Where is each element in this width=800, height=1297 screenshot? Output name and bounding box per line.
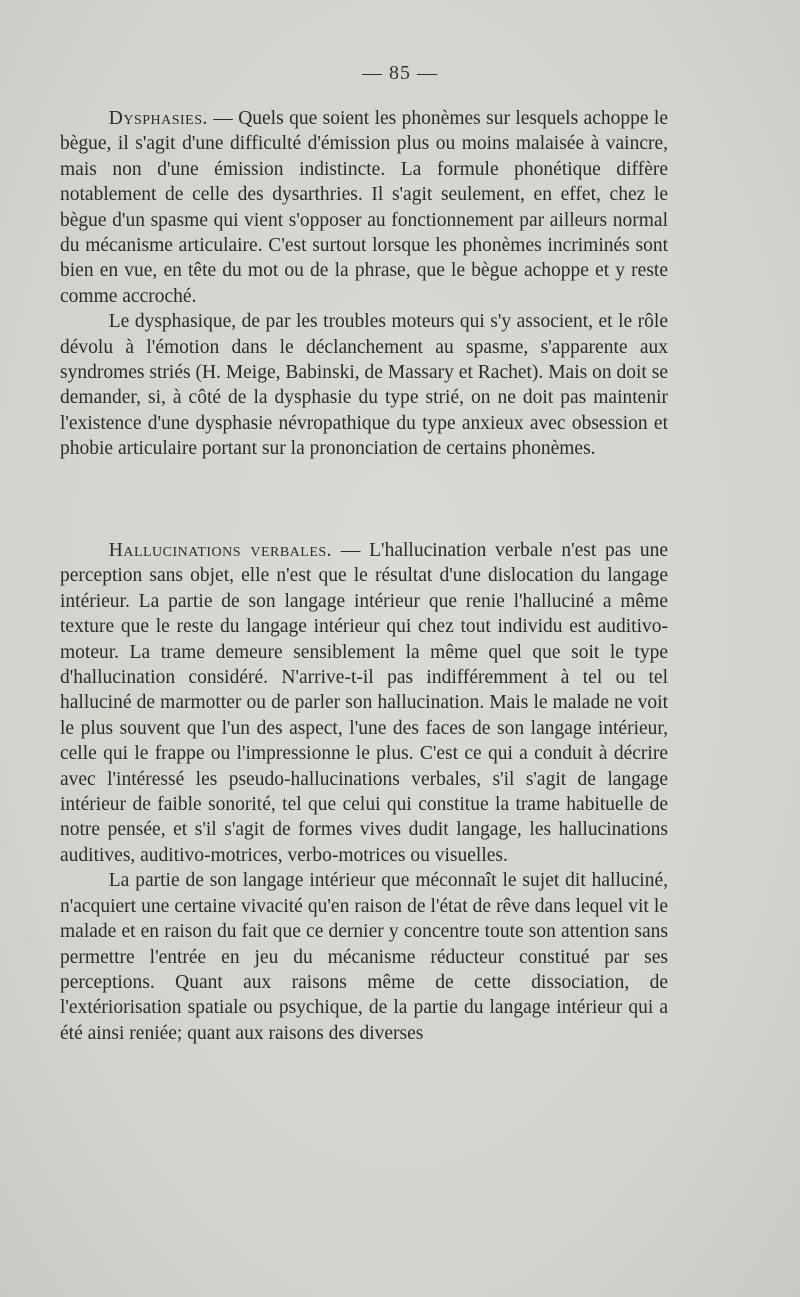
section-heading: Hallucinations verbales.	[108, 540, 333, 561]
paragraph-text: — L'hallucination verbale n'est pas une perception sans objet, elle n'est que le résultat d'une dislocation du langage intérieur. La partie de son langage intérieur que renie l'halluciné a même texture que le reste du langage intérieur qui chez tout individu est auditivo-moteur. La trame demeure sensiblement la même quel que soit le type d'hallucination considéré. N'arrive-t-il pas indifféremment à tel ou tel halluciné de marmotter ou de parler son hallucination. Mais le malade ne voit le plus souvent que l'un des aspect, l'une des faces de son langage intérieur, celle qui le frappe ou l'impressionne le plus. C'est ce qui a conduit à décrire avec l'intéressé les pseudo-hallucinations verbales, s'il s'agit de langage intérieur de faible sonorité, tel que celui qui constitue la trame habituelle de notre pensée, et s'il s'agit de formes vives dudit langage, les hallucinations auditives, auditivo-motrices, verbo-motrices ou visuelles.	[60, 540, 668, 866]
section-dysphasies	[60, 106, 668, 462]
paragraph	[60, 538, 668, 868]
paragraph-text: — Quels que soient les phonèmes sur lesquels achoppe le bègue, il s'agit d'une difficulté d'émission plus ou moins malaisée à vaincre, mais non d'une émission indistincte. La formule phonétique diffère notablement de celle des dysarthries. Il s'agit seulement, en effet, chez le bègue d'un spasme qui vient s'opposer au fonctionnement par ailleurs normal du mécanisme articulaire. C'est surtout lorsque les phonèmes incriminés sont bien en vue, en tête du mot ou de la phrase, que le bègue achoppe et y reste comme accroché.	[60, 108, 668, 307]
paragraph: Le dysphasique, de par les troubles moteurs qui s'y associent, et le rôle dévolu à l'émotion dans le déclanchement au spasme, s'apparente aux syndromes striés (H. Meige, Babinski, de Massary et Rachet). Mais on doit se demander, si, à côté de la dysphasie du type strié, on ne doit pas maintenir l'existence d'une dysphasie névropathique du type anxieux avec obsession et phobie articulaire portant sur la prononciation de certains phonèmes.	[60, 311, 668, 460]
section-hallucinations-verbales	[60, 538, 668, 1046]
paragraph: La partie de son langage intérieur que méconnaît le sujet dit halluciné, n'acquiert une certaine vivacité qu'en raison de l'état de rêve dans lequel vit le malade et en raison du fait que ce dernier y concentre toute son attention sans permettre l'entrée en jeu du mécanisme réducteur constitué par ses perceptions. Quant aux raisons même de cette dissociation, de l'extériorisation spatiale ou psychique, de la partie du langage intérieur qui a été ainsi reniée; quant aux raisons des diverses	[60, 870, 668, 1044]
page-number: — 85 —	[362, 62, 438, 84]
section-heading: Dysphasies.	[108, 108, 208, 129]
paragraph	[60, 106, 668, 309]
